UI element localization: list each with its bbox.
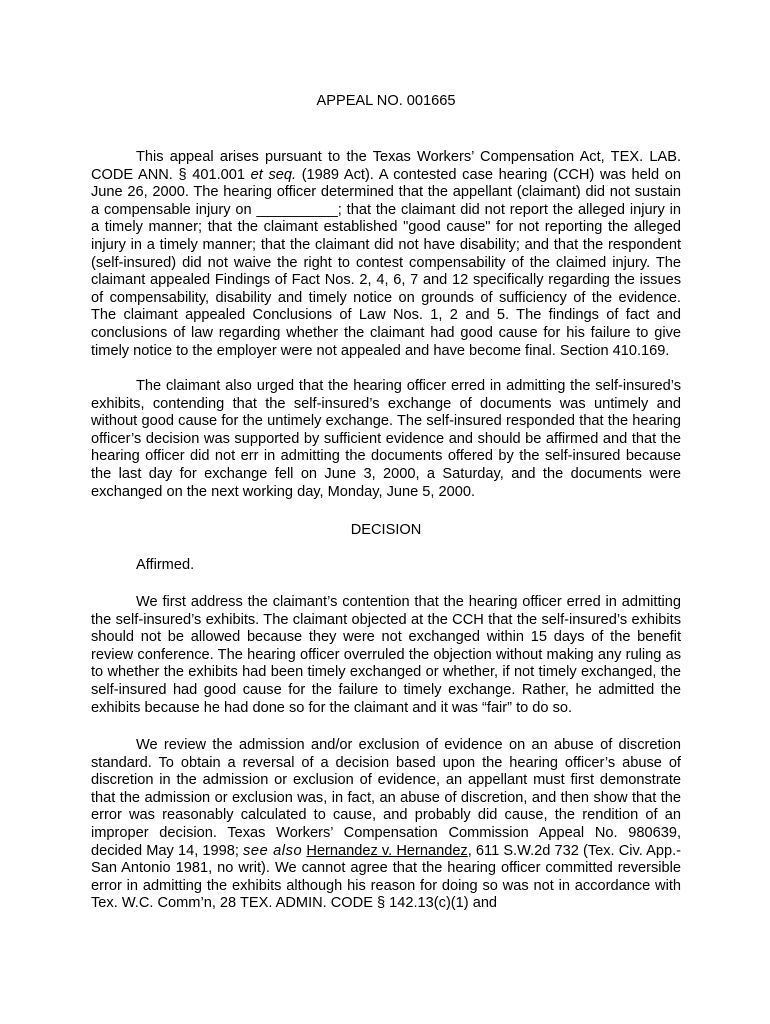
p1-text-a: This appeal arises pursuant to the Texas Workers’ Compensation Act, TEX. LAB. CODE ANN. § 401.001 [91, 149, 681, 183]
decision-heading: DECISION [350, 522, 422, 538]
paragraph-2: The claimant also urged that the hearing officer erred in admitting the self-insured’s exhibits, contending that the self-insured’s exchange of documents was untimely and without good cause for the untimely exchange. The self-insured responded that the hearing officer’s decision was supported by sufficient evidence and should be affirmed and that the hearing officer did not err in admitting the documents offered by the self-insured because the last day for exchange fell on June 3, 2000, a Saturday, and the documents were exchanged on the next working day, Monday, June 5, 2000. [91, 378, 681, 500]
p1-text-d: ; that the claimant did not report the alleged injury in a timely manner; that the claimant established "good cause" for not reporting the alleged injury in a timely manner; that the claimant did not have disability; and that the respondent (self-insured) did not waive the right to contest compensability of the claimed injury. The claimant appealed Findings of Fact Nos. 2, 4, 6, 7 and 12 specifically regarding the issues of compensability, disability and timely notice on grounds of sufficiency of the evidence. The claimant appealed Conclusions of Law Nos. 1, 2 and 5. The findings of fact and conclusions of law regarding whether the claimant had good cause for his failure to give timely notice to the employer were not appealed and have become final. Section 410.169. [91, 201, 681, 359]
p4-italic-see-also: see also [243, 842, 303, 859]
p4-case-name: Hernandez v. Hernandez [306, 842, 468, 859]
paragraph-4 [91, 737, 681, 913]
p1-text-c: (1989 Act). A contested case hearing (CCH) was held on June 26, 2000. The hearing officer determined that the appellant (claimant) did not sustain a compensable injury on [91, 166, 682, 218]
appeal-title: APPEAL NO. 001665 [316, 93, 456, 109]
paragraph-3: We first address the claimant’s contention that the hearing officer erred in admitting the self-insured’s exhibits. The claimant objected at the CCH that the self-insured’s exhibits should not be allowed because they were not exchanged within 15 days of the benefit review conference. The hearing officer overruled the objection without making any ruling as to whether the exhibits had been timely exchanged or whether, if not timely exchanged, the self-insured had good cause for the failure to timely exchange. Rather, he admitted the exhibits because he had done so for the claimant and it was “fair” to do so. [91, 594, 681, 716]
p4-text-e: , 611 S.W.2d 732 (Tex. Civ. App.-San Antonio 1981, no writ). We cannot agree that the hearing officer committed reversible error in admitting the exhibits although his reason for doing so was not in accordance with Tex. W.C. Comm’n, 28 TEX. ADMIN. CODE § 142.13(c)(1) and [91, 842, 681, 912]
p1-date-blank: __________ [256, 201, 338, 218]
p4-text-a: We review the admission and/or exclusion of evidence on an abuse of discretion standard. To obtain a reversal of a decision based upon the hearing officer’s abuse of discretion in the admission or exclusion of evidence, an appellant must first demonstrate that the admission or exclusion was, in fact, an abuse of discretion, and then show that the error was reasonably calculated to cause, and probably did cause, the rendition of an improper decision. Texas Workers’ Compensation Commission Appeal No. 980639, decided May 14, 1998; [91, 737, 681, 859]
paragraph-1 [91, 149, 681, 360]
p1-italic-et-seq: et seq. [250, 166, 297, 183]
affirmed-text: Affirmed. [136, 557, 195, 573]
